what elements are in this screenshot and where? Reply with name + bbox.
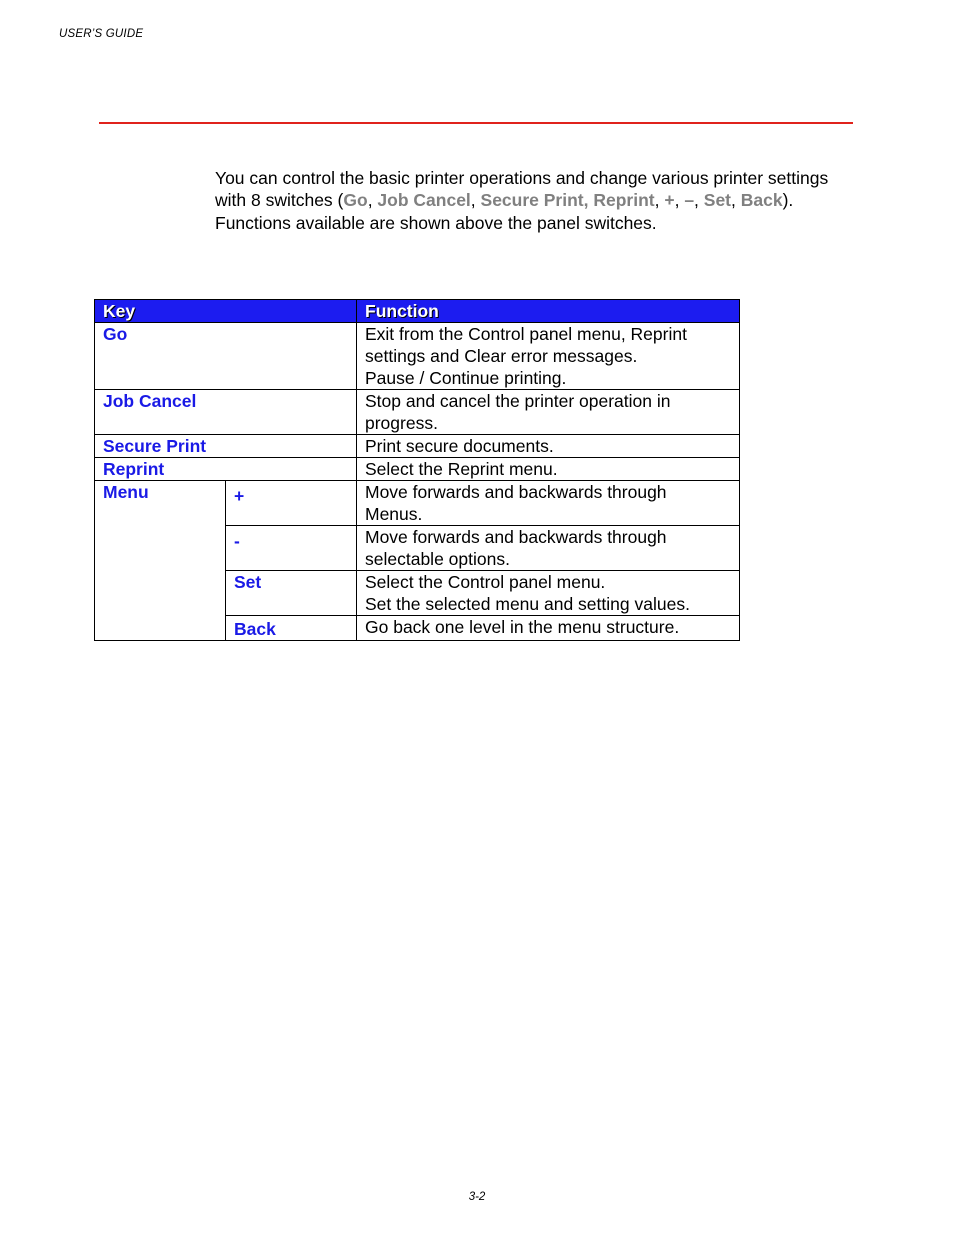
intro-go: Go (343, 190, 368, 211)
table-row-secure-print (95, 435, 740, 458)
key-back: Back (226, 616, 357, 641)
function-line: Select the Control panel menu. (365, 572, 606, 592)
table-row-reprint (95, 458, 740, 481)
intro-secure-reprint: Secure Print, Reprint (480, 190, 655, 211)
function-line: Menus. (365, 504, 423, 524)
intro-sep: , (367, 190, 378, 211)
header-function: Function (357, 300, 740, 323)
intro-plus: + (664, 190, 675, 211)
function-line: Move forwards and backwards through (365, 527, 667, 547)
table-row-go (95, 323, 740, 390)
function-line: Exit from the Control panel menu, Reprint (365, 324, 687, 344)
function-secure-print: Print secure documents. (357, 435, 740, 458)
key-function-table (94, 299, 740, 641)
function-line: Set the selected menu and setting values. (365, 594, 690, 614)
intro-sep: , (674, 190, 685, 211)
section-divider (99, 122, 853, 124)
key-set: Set (226, 571, 357, 616)
function-job-cancel (357, 390, 740, 435)
table-header-row (95, 300, 740, 323)
key-secure-print: Secure Print (95, 435, 357, 458)
key-reprint: Reprint (95, 458, 357, 481)
function-back: Go back one level in the menu structure. (357, 616, 740, 641)
function-go (357, 323, 740, 390)
key-plus: + (226, 481, 357, 526)
table-row-menu-plus (95, 481, 740, 526)
intro-set: Set (703, 190, 732, 211)
intro-paragraph (215, 167, 855, 234)
table-row-job-cancel (95, 390, 740, 435)
function-minus (357, 526, 740, 571)
function-line: Pause / Continue printing. (365, 368, 567, 388)
key-job-cancel: Job Cancel (95, 390, 357, 435)
intro-sep: , (694, 190, 704, 211)
function-plus (357, 481, 740, 526)
key-menu: Menu (95, 481, 226, 641)
header-key: Key (95, 300, 357, 323)
running-header: USER’S GUIDE (59, 28, 144, 40)
intro-job-cancel: Job Cancel (377, 190, 471, 211)
key-go: Go (95, 323, 357, 390)
intro-sep: , (731, 190, 741, 211)
function-line: progress. (365, 413, 438, 433)
intro-back: Back (740, 190, 783, 211)
function-reprint: Select the Reprint menu. (357, 458, 740, 481)
function-line: Stop and cancel the printer operation in (365, 391, 671, 411)
key-minus: - (226, 526, 357, 571)
function-line: settings and Clear error messages. (365, 346, 638, 366)
intro-text-end: ). Functions available are shown above the panel switches. (215, 190, 794, 233)
intro-sep: , (470, 190, 481, 211)
page-number: 3-2 (468, 1191, 486, 1203)
intro-sep: , (654, 190, 665, 211)
intro-text-start: You can control the basic printer operations and change various printer settings with 8 switches ( (215, 168, 829, 211)
function-line: selectable options. (365, 549, 510, 569)
function-line: Move forwards and backwards through (365, 482, 667, 502)
function-set (357, 571, 740, 616)
intro-minus: – (684, 190, 695, 211)
